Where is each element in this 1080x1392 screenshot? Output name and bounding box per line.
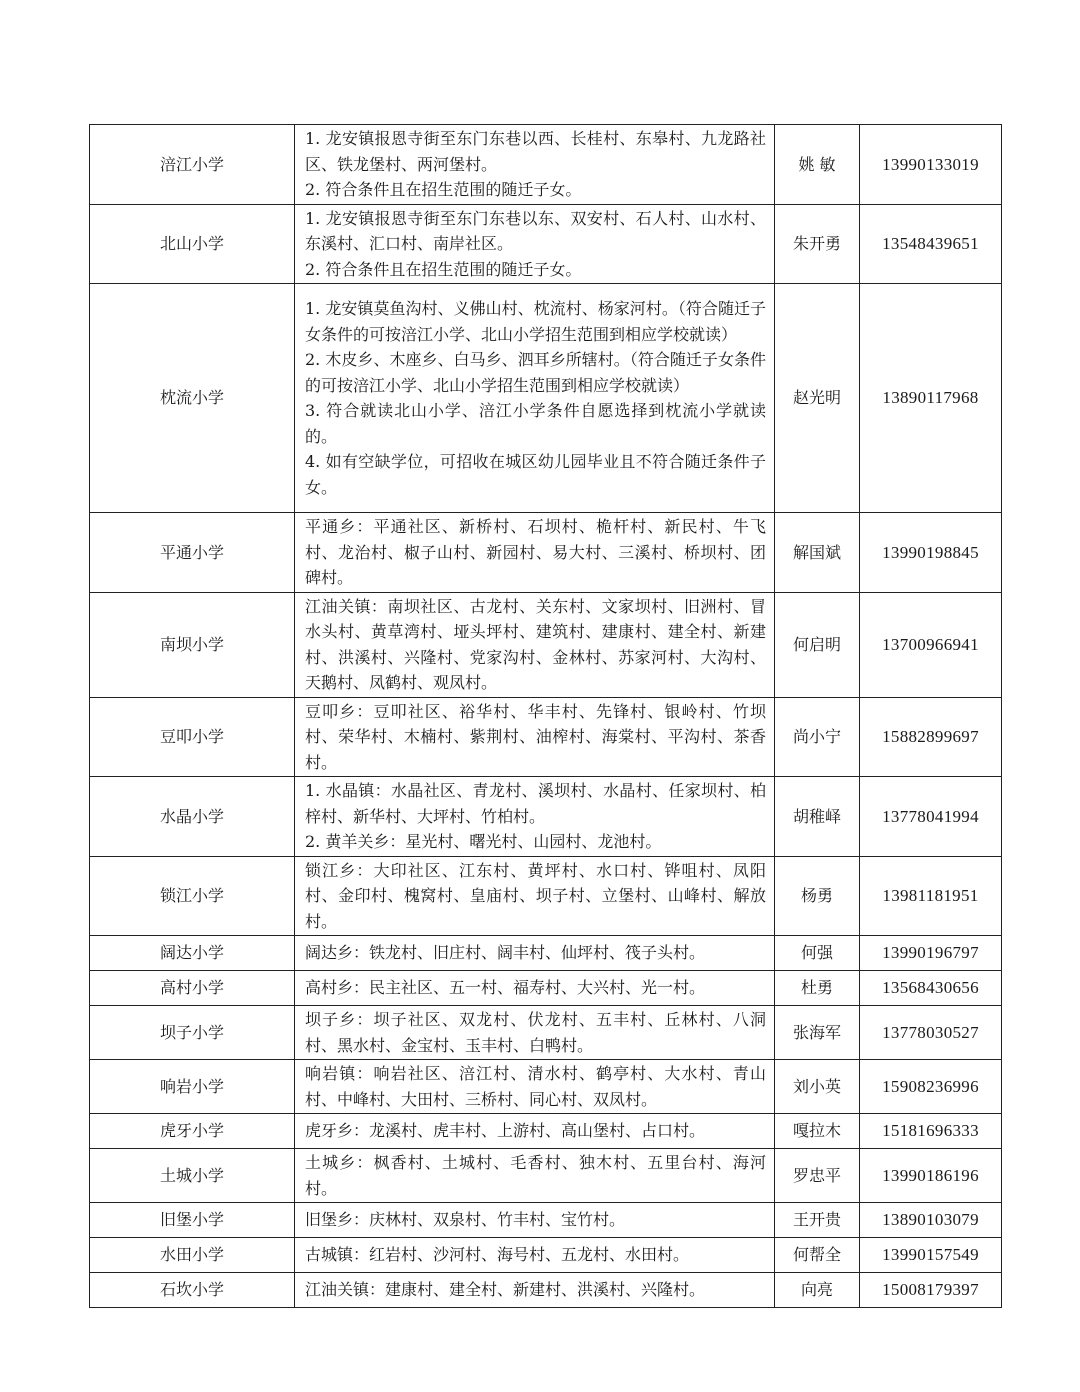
table-row xyxy=(90,697,1002,777)
contact-phone-cell: 13990133019 xyxy=(860,125,1002,205)
contact-person-cell: 杨勇 xyxy=(775,856,860,936)
contact-phone-cell: 15008179397 xyxy=(860,1273,1002,1308)
scope-paragraph: 江油关镇：南坝社区、古龙村、关东村、文家坝村、旧洲村、冒水头村、黄草湾村、垭头坪村、建筑村、建康村、建全村、新建村、洪溪村、兴隆村、党家沟村、金林村、苏家河村、大沟村、天鹅村、凤鹤村、观凤村。 xyxy=(305,596,766,692)
enrollment-scope-cell xyxy=(295,1060,775,1114)
enrollment-scope-cell xyxy=(295,1203,775,1238)
school-name-cell: 土城小学 xyxy=(90,1149,295,1203)
contact-person-cell: 杜勇 xyxy=(775,971,860,1006)
contact-phone-cell: 13890103079 xyxy=(860,1203,1002,1238)
enrollment-scope-cell xyxy=(295,125,775,205)
school-name-cell: 阔达小学 xyxy=(90,936,295,971)
contact-person-cell: 尚小宁 xyxy=(775,697,860,777)
enrollment-scope-cell xyxy=(295,592,775,697)
enrollment-scope-cell xyxy=(295,1114,775,1149)
school-name-cell: 枕流小学 xyxy=(90,284,295,513)
table-row xyxy=(90,125,1002,205)
table-row xyxy=(90,204,1002,284)
contact-phone-cell: 13700966941 xyxy=(860,592,1002,697)
scope-paragraph: 4. 如有空缺学位，可招收在城区幼儿园毕业且不符合随迁条件子女。 xyxy=(305,452,766,497)
contact-person-cell: 张海军 xyxy=(775,1006,860,1060)
contact-phone-cell: 13990198845 xyxy=(860,513,1002,593)
scope-paragraph: 高村乡：民主社区、五一村、福寿村、大兴村、光一村。 xyxy=(305,978,706,998)
table-row xyxy=(90,1114,1002,1149)
enrollment-scope-cell xyxy=(295,1273,775,1308)
contact-phone-cell: 13981181951 xyxy=(860,856,1002,936)
contact-phone-cell: 13990157549 xyxy=(860,1238,1002,1273)
enrollment-scope-cell xyxy=(295,856,775,936)
scope-paragraph: 3. 符合就读北山小学、涪江小学条件自愿选择到枕流小学就读的。 xyxy=(305,401,766,446)
scope-paragraph: 豆叩乡：豆叩社区、裕华村、华丰村、先锋村、银岭村、竹坝村、荣华村、木楠村、紫荆村、油榨村、海棠村、平沟村、茶香村。 xyxy=(305,701,766,772)
enrollment-table-page xyxy=(89,124,1001,1308)
table-row xyxy=(90,777,1002,857)
table-row xyxy=(90,936,1002,971)
contact-person-cell: 何强 xyxy=(775,936,860,971)
contact-person-cell: 向亮 xyxy=(775,1273,860,1308)
table-row xyxy=(90,1273,1002,1308)
table-row xyxy=(90,1149,1002,1203)
table-row xyxy=(90,971,1002,1006)
enrollment-scope-cell xyxy=(295,971,775,1006)
enrollment-scope-cell xyxy=(295,513,775,593)
contact-phone-cell: 15908236996 xyxy=(860,1060,1002,1114)
table-row xyxy=(90,856,1002,936)
scope-paragraph: 1. 龙安镇报恩寺街至东门东巷以西、长桂村、东皋村、九龙路社区、铁龙堡村、两河堡村。 xyxy=(305,129,766,174)
table-row xyxy=(90,284,1002,513)
scope-paragraph: 土城乡：枫香村、土城村、毛香村、独木村、五里台村、海河村。 xyxy=(305,1153,766,1198)
table-row xyxy=(90,592,1002,697)
table-row xyxy=(90,513,1002,593)
contact-phone-cell: 13778030527 xyxy=(860,1006,1002,1060)
scope-paragraph: 平通乡：平通社区、新桥村、石坝村、桅杆村、新民村、牛飞村、龙治村、椒子山村、新园村、易大村、三溪村、桥坝村、团碑村。 xyxy=(305,517,766,587)
scope-paragraph: 2. 符合条件且在招生范围的随迁子女。 xyxy=(305,180,582,199)
contact-phone-cell: 13778041994 xyxy=(860,777,1002,857)
table-body xyxy=(90,125,1002,1308)
contact-person-cell: 罗忠平 xyxy=(775,1149,860,1203)
contact-person-cell: 嘎拉木 xyxy=(775,1114,860,1149)
school-name-cell: 水晶小学 xyxy=(90,777,295,857)
table-row xyxy=(90,1060,1002,1114)
scope-paragraph: 1. 龙安镇报恩寺街至东门东巷以东、双安村、石人村、山水村、东溪村、汇口村、南岸社区。 xyxy=(305,208,766,253)
school-name-cell: 豆叩小学 xyxy=(90,697,295,777)
scope-paragraph: 锁江乡：大印社区、江东村、黄坪村、水口村、铧咀村、凤阳村、金印村、槐窝村、皇庙村、坝子村、立堡村、山峰村、解放村。 xyxy=(305,860,766,931)
table-row xyxy=(90,1203,1002,1238)
enrollment-zone-table xyxy=(89,124,1002,1308)
table-row xyxy=(90,1238,1002,1273)
contact-person-cell: 朱开勇 xyxy=(775,204,860,284)
school-name-cell: 涪江小学 xyxy=(90,125,295,205)
scope-paragraph: 2. 符合条件且在招生范围的随迁子女。 xyxy=(305,259,582,279)
contact-phone-cell: 13990186196 xyxy=(860,1149,1002,1203)
scope-paragraph: 虎牙乡：龙溪村、虎丰村、上游村、高山堡村、占口村。 xyxy=(305,1121,706,1141)
enrollment-scope-cell xyxy=(295,1238,775,1273)
enrollment-scope-cell xyxy=(295,1006,775,1060)
scope-paragraph: 响岩镇：响岩社区、涪江村、清水村、鹤亭村、大水村、青山村、中峰村、大田村、三桥村、同心村、双凤村。 xyxy=(305,1064,766,1109)
contact-person-cell: 胡稚峄 xyxy=(775,777,860,857)
school-name-cell: 响岩小学 xyxy=(90,1060,295,1114)
enrollment-scope-cell xyxy=(295,697,775,777)
table-row xyxy=(90,1006,1002,1060)
contact-person-cell: 何启明 xyxy=(775,592,860,697)
contact-phone-cell: 13548439651 xyxy=(860,204,1002,284)
contact-phone-cell: 13568430656 xyxy=(860,971,1002,1006)
school-name-cell: 平通小学 xyxy=(90,513,295,593)
school-name-cell: 石坎小学 xyxy=(90,1273,295,1308)
school-name-cell: 虎牙小学 xyxy=(90,1114,295,1149)
scope-paragraph: 旧堡乡：庆林村、双泉村、竹丰村、宝竹村。 xyxy=(305,1210,626,1230)
contact-person-cell: 王开贵 xyxy=(775,1203,860,1238)
contact-person-cell: 赵光明 xyxy=(775,284,860,513)
school-name-cell: 水田小学 xyxy=(90,1238,295,1273)
school-name-cell: 南坝小学 xyxy=(90,592,295,697)
contact-person-cell: 解国斌 xyxy=(775,513,860,593)
school-name-cell: 北山小学 xyxy=(90,204,295,284)
contact-phone-cell: 15181696333 xyxy=(860,1114,1002,1149)
scope-paragraph: 阔达乡：铁龙村、旧庄村、阔丰村、仙坪村、筏子头村。 xyxy=(305,943,706,963)
scope-paragraph: 江油关镇：建康村、建全村、新建村、洪溪村、兴隆村。 xyxy=(305,1280,706,1300)
school-name-cell: 高村小学 xyxy=(90,971,295,1006)
contact-phone-cell: 13890117968 xyxy=(860,284,1002,513)
enrollment-scope-cell xyxy=(295,204,775,284)
scope-paragraph: 1. 龙安镇莫鱼沟村、义佛山村、枕流村、杨家河村。（符合随迁子女条件的可按涪江小学、北山小学招生范围到相应学校就读） xyxy=(305,299,766,344)
school-name-cell: 旧堡小学 xyxy=(90,1203,295,1238)
scope-paragraph: 坝子乡：坝子社区、双龙村、伏龙村、五丰村、丘林村、八洞村、黑水村、金宝村、玉丰村、白鸭村。 xyxy=(305,1010,766,1055)
scope-paragraph: 古城镇：红岩村、沙河村、海号村、五龙村、水田村。 xyxy=(305,1245,690,1265)
scope-paragraph: 2. 黄羊关乡：星光村、曙光村、山园村、龙池村。 xyxy=(305,832,662,851)
contact-person-cell: 姚 敏 xyxy=(775,125,860,205)
contact-phone-cell: 13990196797 xyxy=(860,936,1002,971)
school-name-cell: 锁江小学 xyxy=(90,856,295,936)
contact-phone-cell: 15882899697 xyxy=(860,697,1002,777)
enrollment-scope-cell xyxy=(295,936,775,971)
scope-paragraph: 1. 水晶镇：水晶社区、青龙村、溪坝村、水晶村、任家坝村、柏梓村、新华村、大坪村、竹柏村。 xyxy=(305,781,766,826)
enrollment-scope-cell xyxy=(295,777,775,857)
school-name-cell: 坝子小学 xyxy=(90,1006,295,1060)
contact-person-cell: 何帮全 xyxy=(775,1238,860,1273)
enrollment-scope-cell xyxy=(295,1149,775,1203)
enrollment-scope-cell xyxy=(295,284,775,513)
contact-person-cell: 刘小英 xyxy=(775,1060,860,1114)
scope-paragraph: 2. 木皮乡、木座乡、白马乡、泗耳乡所辖村。（符合随迁子女条件的可按涪江小学、北山小学招生范围到相应学校就读） xyxy=(305,350,766,395)
